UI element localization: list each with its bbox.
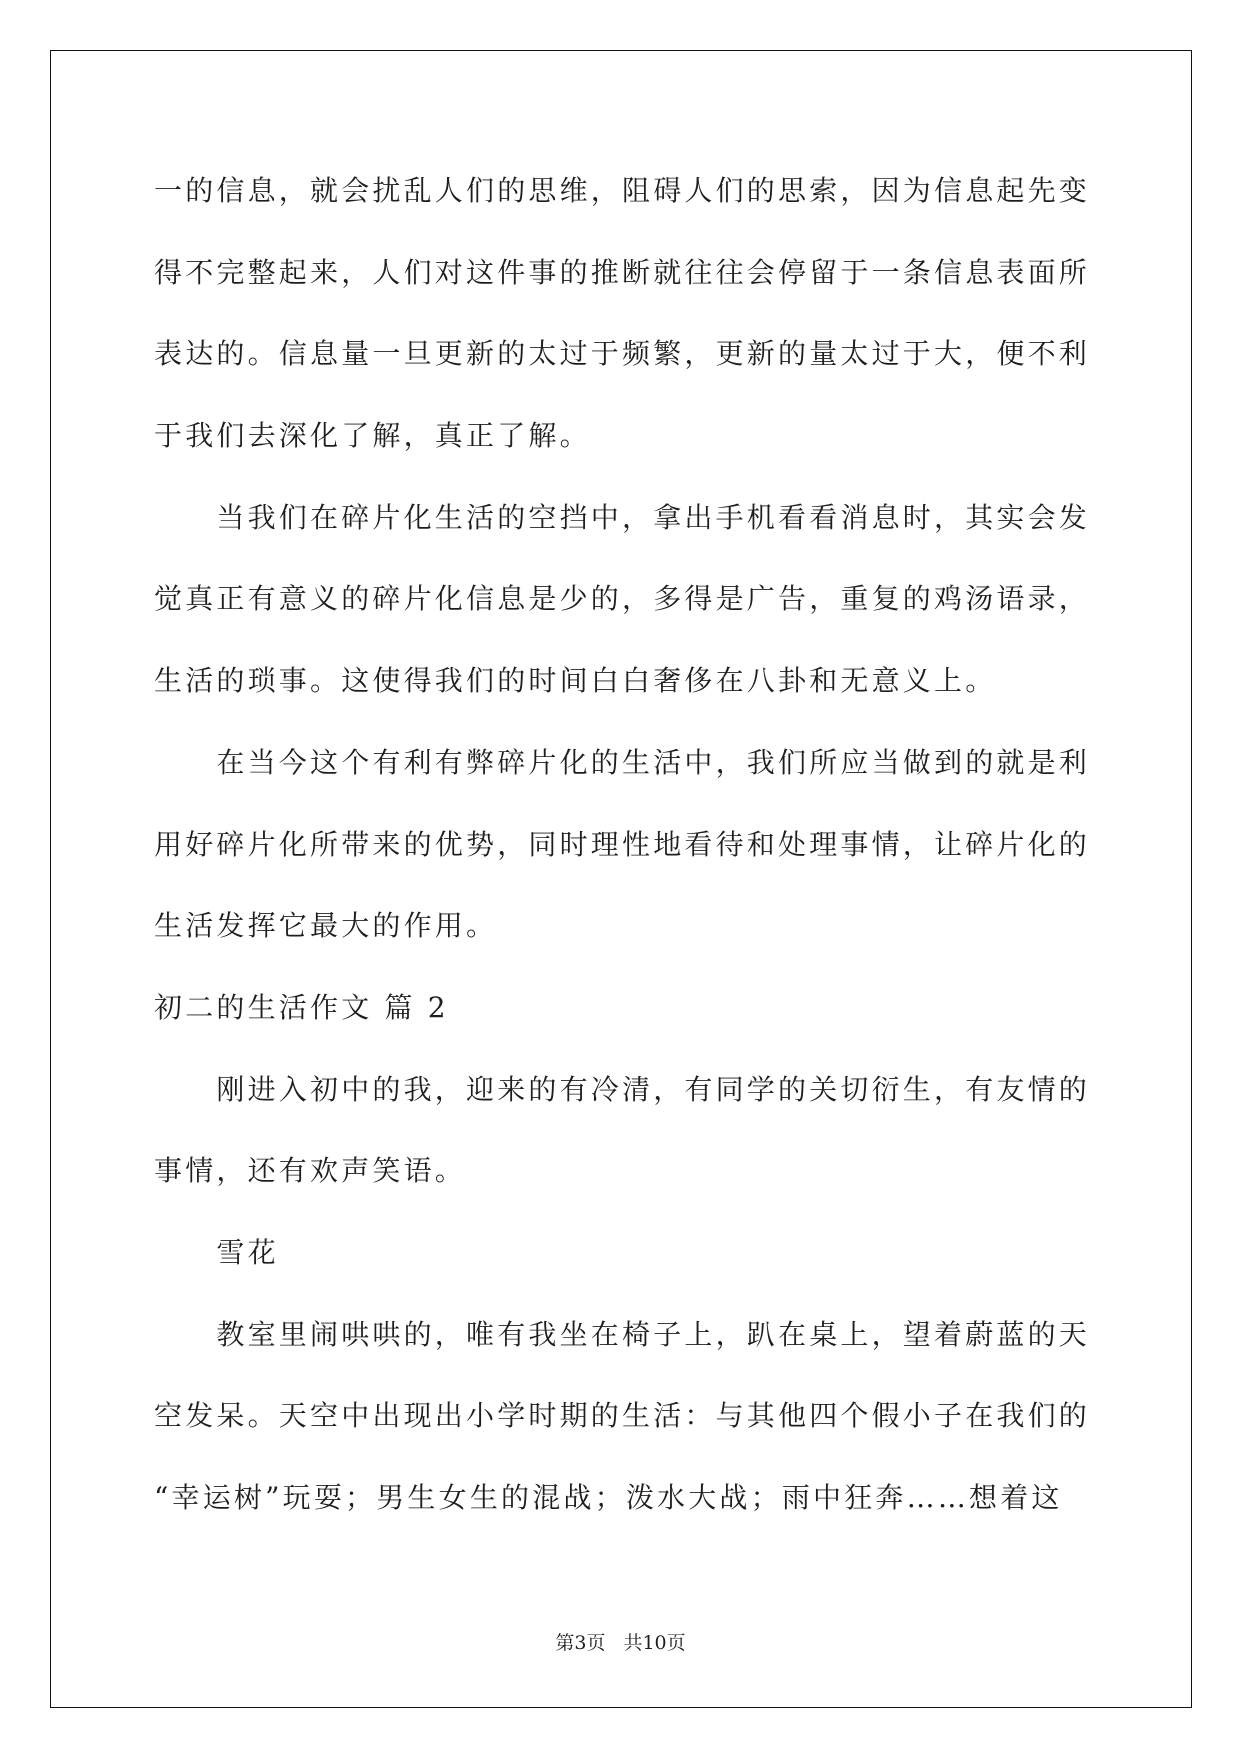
paragraph-first-line: 当我们在碎片化生活的空挡中，拿出手机看看消息时，其实会发 [216,500,1090,534]
paragraph-line: 生活的琐事。这使得我们的时间白白奢侈在八卦和无意义上。 [154,664,997,698]
paragraph-first-line: 刚进入初中的我，迎来的有冷清，有同学的关切衍生，有友情的 [216,1072,1090,1106]
page-footer [0,1628,1241,1658]
sub-heading: 雪花 [216,1235,279,1269]
paragraph-line: 用好碎片化所带来的优势，同时理性地看待和处理事情，让碎片化的 [154,827,1091,861]
paragraph-line: 表达的。信息量一旦更新的太过于频繁，更新的量太过于大，便不利 [154,337,1091,371]
paragraph-line: 一的信息，就会扰乱人们的思维，阻碍人们的思索，因为信息起先变 [154,174,1091,207]
paragraph-line: “幸运树”玩耍；男生女生的混战；泼水大战；雨中狂奔……想着这 [154,1481,1063,1514]
paragraph-line: 觉真正有意义的碎片化信息是少的，多得是广告，重复的鸡汤语录， [154,582,1091,616]
paragraph-line: 得不完整起来，人们对这件事的推断就往往会停留于一条信息表面所 [154,255,1091,289]
document-body [154,150,1114,1539]
section-heading: 初二的生活作文 篇 2 [154,990,449,1024]
paragraph-line: 事情，还有欢声笑语。 [154,1154,467,1188]
paragraph-line: 于我们去深化了解，真正了解。 [154,419,591,453]
paragraph-first-line: 教室里闹哄哄的，唯有我坐在椅子上，趴在桌上，望着蔚蓝的天 [216,1317,1090,1351]
paragraph-line: 空发呆。天空中出现出小学时期的生活：与其他四个假小子在我们的 [154,1399,1091,1433]
page-number: 第3页 [555,1632,606,1654]
paragraph-line: 生活发挥它最大的作用。 [154,909,498,943]
page-total: 共10页 [623,1632,686,1654]
paragraph-first-line: 在当今这个有利有弊碎片化的生活中，我们所应当做到的就是利 [216,745,1090,779]
